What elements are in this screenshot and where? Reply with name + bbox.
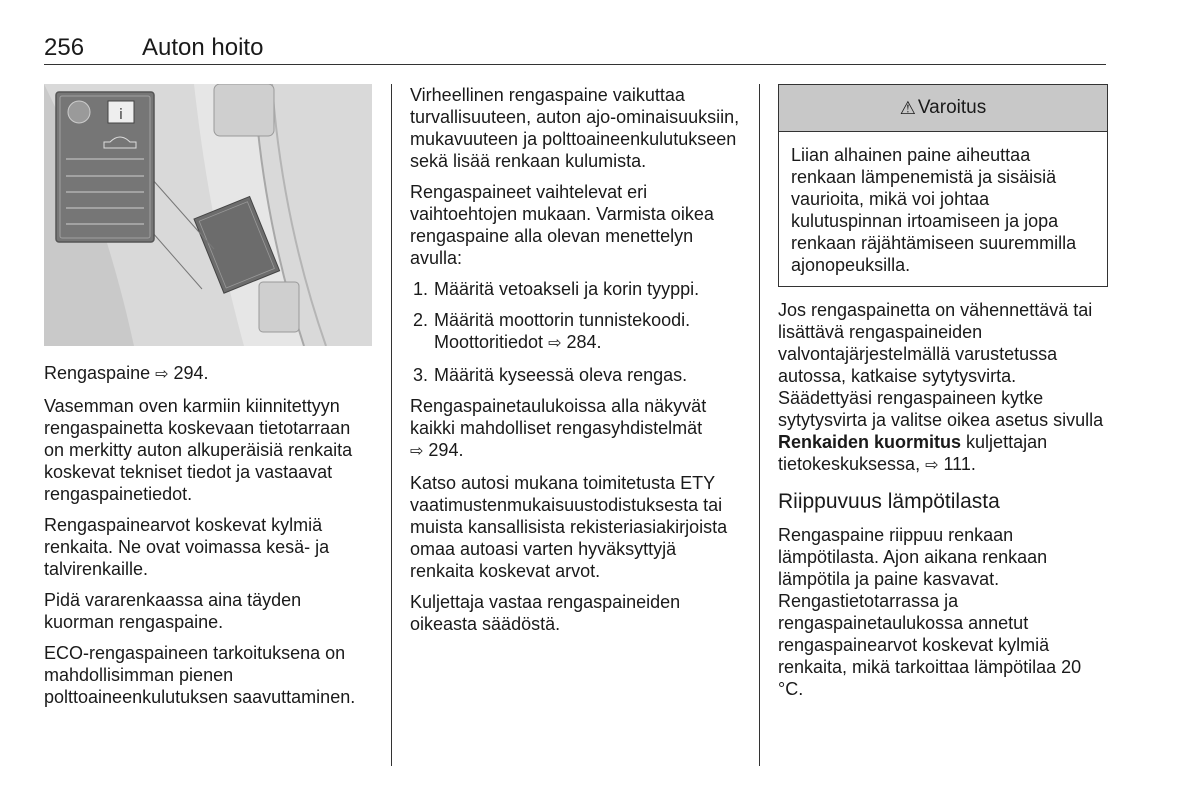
- paragraph: Katso autosi mukana toimitetusta ETY vaatimustenmukaisuustodistuksesta tai muista kansallisista rekisteriasiakirjoista omaa autoasi varten hyväksyttyjä renkaita koskevat arvot.: [410, 473, 728, 581]
- svg-text:i: i: [119, 107, 123, 123]
- warning-triangle-icon: ⚠: [899, 98, 916, 118]
- warning-title: Varoitus: [917, 97, 987, 118]
- column-divider: [391, 84, 392, 766]
- section-title: Auton hoito: [142, 34, 264, 61]
- page-reference-icon: ⇨: [155, 366, 169, 383]
- paragraph: Virheellinen rengaspaine vaikuttaa turvallisuuteen, auton ajo-ominaisuuksiin, mukavuuteen ja polttoaineenkulutukseen sekä lisää renkaan kulumista.: [410, 85, 740, 171]
- warning-text: Liian alhainen paine aiheuttaa renkaan lämpenemistä ja sisäisiä vaurioita, mikä voi johtaa kulutuspinnan irtoamiseen ja jopa renkaan räjähtämiseen suuremmilla ajonopeuksilla.: [791, 145, 1077, 275]
- paragraph: Rengaspainearvot koskevat kylmiä renkaita. Ne ovat voimassa kesä- ja talvirenkaille.: [44, 515, 330, 579]
- column-divider: [759, 84, 760, 766]
- warning-box: [778, 84, 1108, 287]
- paragraph: Kuljettaja vastaa rengaspaineiden oikeasta säädöstä.: [410, 592, 681, 634]
- paragraph: Jos rengaspainetta on vähennettävä tai lisättävä rengaspaineiden valvontajärjestelmällä varustetussa autossa, katkaise sytytysvirta. Säädettyäsi rengaspaineen kytke sytytysvirta ja valitse oikea asetus sivulla Renkaiden kuormitus kuljettajan tietokeskuksessa, ⇨ 111.: [778, 300, 1104, 474]
- paragraph: Rengaspaineet vaihtelevat eri vaihtoehtojen mukaan. Varmista oikea rengaspaine alla olevan menettelyn avulla:: [410, 182, 714, 268]
- procedure-steps: [410, 278, 740, 386]
- warning-header: [779, 85, 1107, 132]
- page-reference-icon: ⇨: [548, 335, 562, 352]
- page-header: [44, 34, 1106, 65]
- page-reference-icon: ⇨: [410, 443, 424, 460]
- column-3: [778, 84, 1108, 709]
- paragraph: Rengaspainetaulukoissa alla näkyvät kaikki mahdolliset rengasyhdistelmät ⇨ 294.: [410, 396, 707, 460]
- paragraph: Pidä vararenkaassa aina täyden kuorman rengaspaine.: [44, 590, 302, 632]
- list-item: 1. Määritä vetoakseli ja korin tyyppi.: [412, 279, 700, 299]
- subsection-heading: Riippuvuus lämpötilasta: [778, 490, 1000, 513]
- bold-term: Renkaiden kuormitus: [778, 432, 962, 452]
- column-2: [410, 84, 740, 644]
- column-1: [44, 362, 374, 717]
- ref-paragraph: Rengaspaine ⇨ 294.: [44, 363, 209, 383]
- paragraph: ECO-rengaspaineen tarkoituksena on mahdollisimman pienen polttoaineenkulutuksen saavuttaminen.: [44, 643, 356, 707]
- list-item: 3. Määritä kyseessä oleva rengas.: [412, 365, 688, 385]
- paragraph: Rengaspaine riippuu renkaan lämpötilasta. Ajon aikana renkaan lämpötila ja paine kasvavat. Rengastietotarrassa ja rengaspainetaulukossa annetut rengaspainearvot koskevat kylmiä renkaita, mikä tarkoittaa lämpötilaa 20 °C.: [778, 525, 1082, 699]
- page-number: 256: [44, 34, 85, 61]
- list-item: 2. Määritä moottorin tunnistekoodi. Moottoritiedot ⇨ 284.: [412, 310, 691, 352]
- page-reference-icon: ⇨: [925, 457, 939, 474]
- tire-pressure-label-illustration: [44, 84, 372, 346]
- paragraph: Vasemman oven karmiin kiinnitettyyn rengaspainetta koskevaan tietotarraan on merkitty auton alkuperäisiä renkaita koskevat tekniset tiedot ja vastaavat rengaspainetiedot.: [44, 396, 353, 504]
